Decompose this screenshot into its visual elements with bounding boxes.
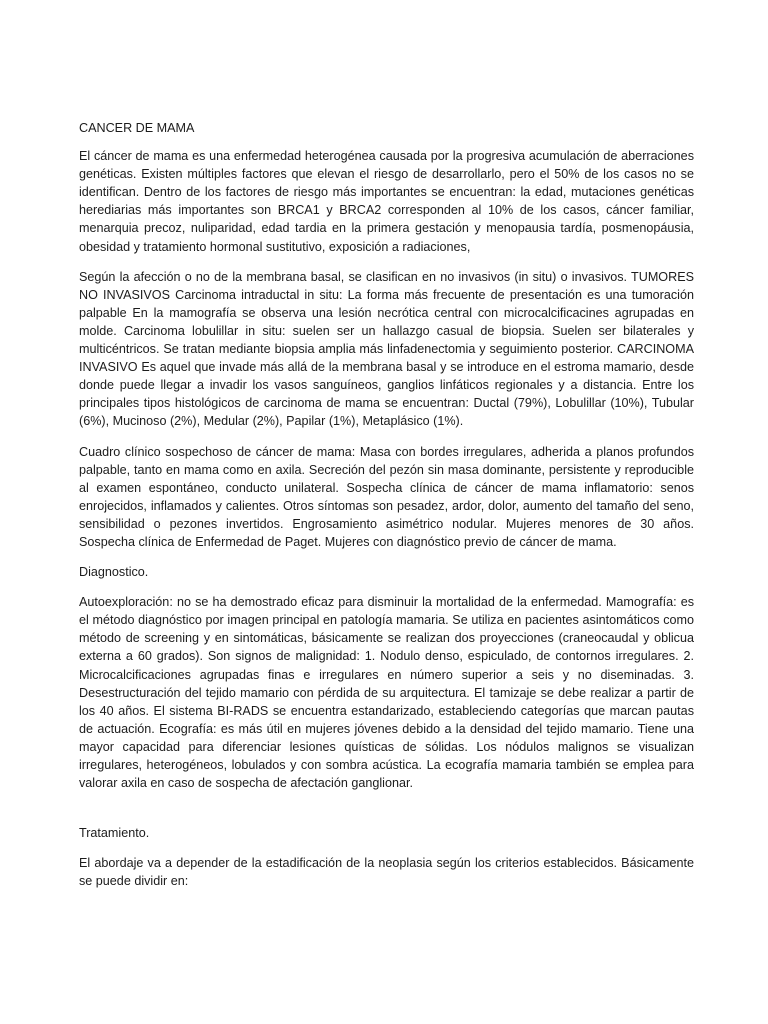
paragraph-intro: El cáncer de mama es una enfermedad heterogénea causada por la progresiva acumulación de aberraciones genéticas. Existen múltiples factores que elevan el riesgo de desarrollarlo, pero el 50% de los casos no se identifican. Dentro de los factores de riesgo más importantes se encuentran: la edad, mutaciones genéticas herediarias más importantes son BRCA1 y BRCA2 corresponden al 10% de los casos, cáncer familiar, menarquia precoz, nuliparidad, edad tardia en la primera gestación y menopausia tardía, posmenopáusia, obesidad y tratamiento hormonal sustitutivo, exposición a radiaciones,	[79, 149, 694, 254]
heading-diagnostico: Diagnostico.	[79, 565, 149, 580]
blank-line	[79, 804, 694, 824]
paragraph-classification: Según la afección o no de la membrana basal, se clasifican en no invasivos (in situ) o invasivos. TUMORES NO INVASIVOS Carcinoma intraductal in situ: La forma más frecuente de presentación es una tumoración palpable En la mamografía se observa una lesión necrótica central con microcalcificacines agrupadas en molde. Carcinoma lobulillar in situ: suelen ser un hallazgo casual de biopsia. Suelen ser bilaterales y multicéntricos. Se tratan mediante biopsia amplia más linfadenectomia y seguimiento posterior. CARCINOMA INVASIVO Es aquel que invade más allá de la membrana basal y se introduce en el estroma mamario, desde donde puede llegar a invadir los vasos sanguíneos, ganglios linfáticos regionales y a distancia. Entre los principales tipos histológicos de carcinoma de mama se encuentran: Ductal (79%), Lobulillar (10%), Tubular (6%), Mucinoso (2%), Medular (2%), Papilar (1%), Metaplásico (1%).	[79, 269, 694, 429]
document-title: CANCER DE MAMA	[79, 121, 195, 135]
paragraph-clinical-picture: Cuadro clínico sospechoso de cáncer de mama: Masa con bordes irregulares, adherida a planos profundos palpable, tanto en mama como en axila. Secreción del pezón sin masa dominante, persistente y reproducible al examen espontáneo, conducto unilateral. Sospecha clínica de cáncer de mama inflamatorio: senos enrojecidos, inflamados y calientes. Otros síntomas son pesadez, ardor, dolor, aumento del tamaño del seno, sensibilidad o pezones invertidos. Engrosamiento asimétrico nodular. Mujeres menores de 30 años. Sospecha clínica de Enfermedad de Paget. Mujeres con diagnóstico previo de cáncer de mama.	[79, 444, 694, 549]
heading-tratamiento: Tratamiento.	[79, 826, 150, 841]
paragraph-diagnosis: Autoexploración: no se ha demostrado eficaz para disminuir la mortalidad de la enfermedad. Mamografía: es el método diagnóstico por imagen principal en patología mamaria. Se utiliza en pacientes asintomáticos como método de screening y en sintomáticas, básicamente se realizan dos proyecciones (craneocaudal y oblicua externa a 60 grados). Son signos de malignidad: 1. Nodulo denso, espiculado, de contornos irregulares. 2. Microcalcificaciones agrupadas finas e irregulares en número superior a seis y no diseminadas. 3. Desestructuración del tejido mamario con pérdida de su arquitectura. El tamizaje se debe realizar a partir de los 40 años. El sistema BI-RADS se encuentra estandarizado, estableciendo categorías que marcan pautas de actuación. Ecografía: es más útil en mujeres jóvenes debido a la densidad del tejido mamario. Tiene una mayor capacidad para diferenciar lesiones quísticas de sólidas. Los nódulos malignos se visualizan irregulares, heterogéneos, lobulados y con sombra acústica. La ecografía mamaria también se emplea para valorar axila en caso de sospecha de afectación ganglionar.	[79, 595, 694, 791]
paragraph-treatment: El abordaje va a depender de la estadificación de la neoplasia según los criterios establecidos. Básicamente se puede dividir en:	[79, 856, 694, 889]
